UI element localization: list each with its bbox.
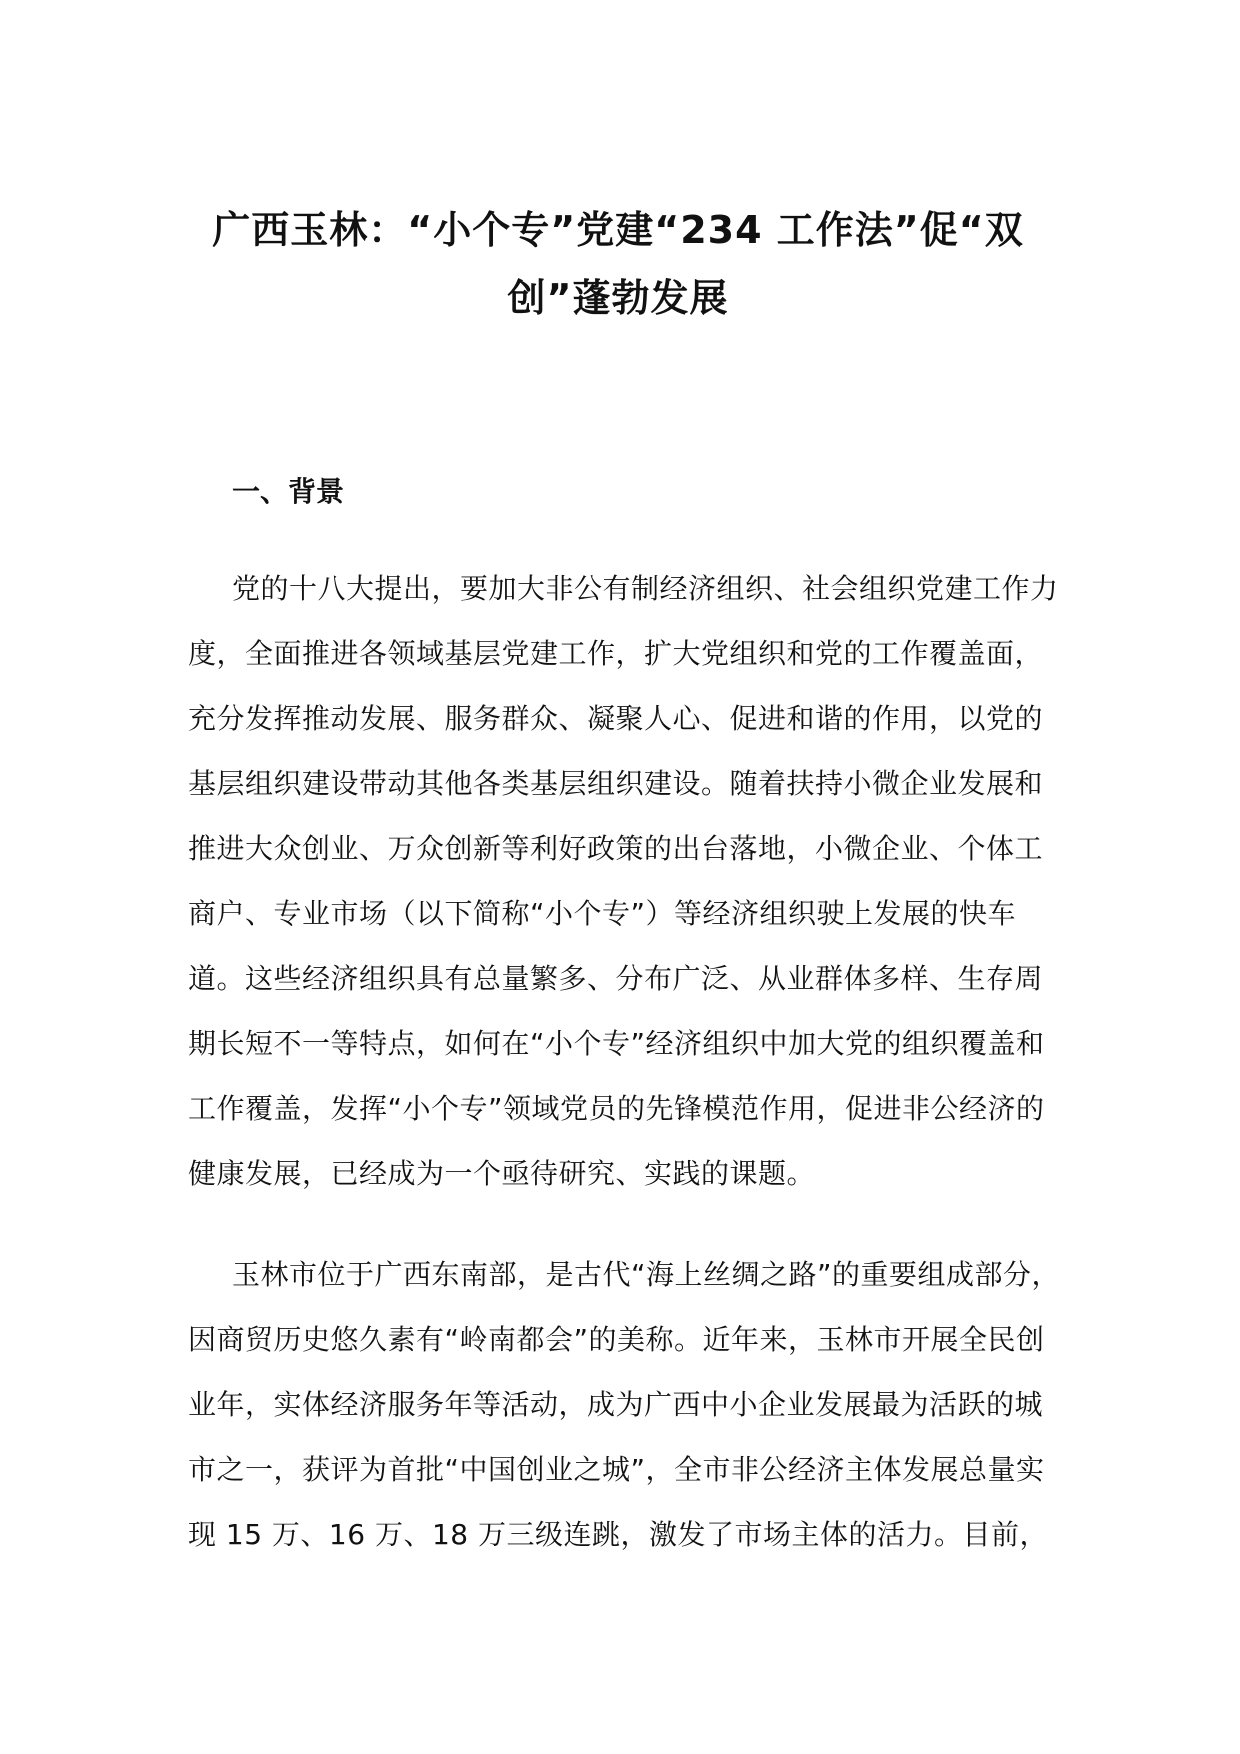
paragraph-1: 党的十八大提出，要加大非公有制经济组织、社会组织党建工作力度，全面推进各领域基层党建工作，扩大党组织和党的工作覆盖面，充分发挥推动发展、服务群众、凝聚人心、促进和谐的作用，以党的基层组织建设带动其他各类基层组织建设。随着扶持小微企业发展和推进大众创业、万众创新等利好政策的出台落地，小微企业、个体工商户、专业市场（以下简称“小个专”）等经济组织驶上发展的快车道。这些经济组织具有总量繁多、分布广泛、从业群体多样、生存周期长短不一等特点，如何在“小个专”经济组织中加大党的组织覆盖和工作覆盖，发挥“小个专”领域党员的先锋模范作用，促进非公经济的健康发展，已经成为一个亟待研究、实践的课题。 [188, 572, 1059, 1190]
document-title: 广西玉林：“小个专”党建“234 工作法”促“双创”蓬勃发展 [212, 208, 1024, 320]
paragraph-2: 玉林市位于广西东南部，是古代“海上丝绸之路”的重要组成部分，因商贸历史悠久素有“岭南都会”的美称。近年来，玉林市开展全民创业年，实体经济服务年等活动，成为广西中小企业发展最为活跃的城市之一，获评为首批“中国创业之城”，全市非公经济主体发展总量实现 15 万、16 万、18 万三级连跳，激发了市场主体的活力。目前， [188, 1258, 1061, 1551]
section-heading-background: 一、背景 [232, 475, 345, 508]
